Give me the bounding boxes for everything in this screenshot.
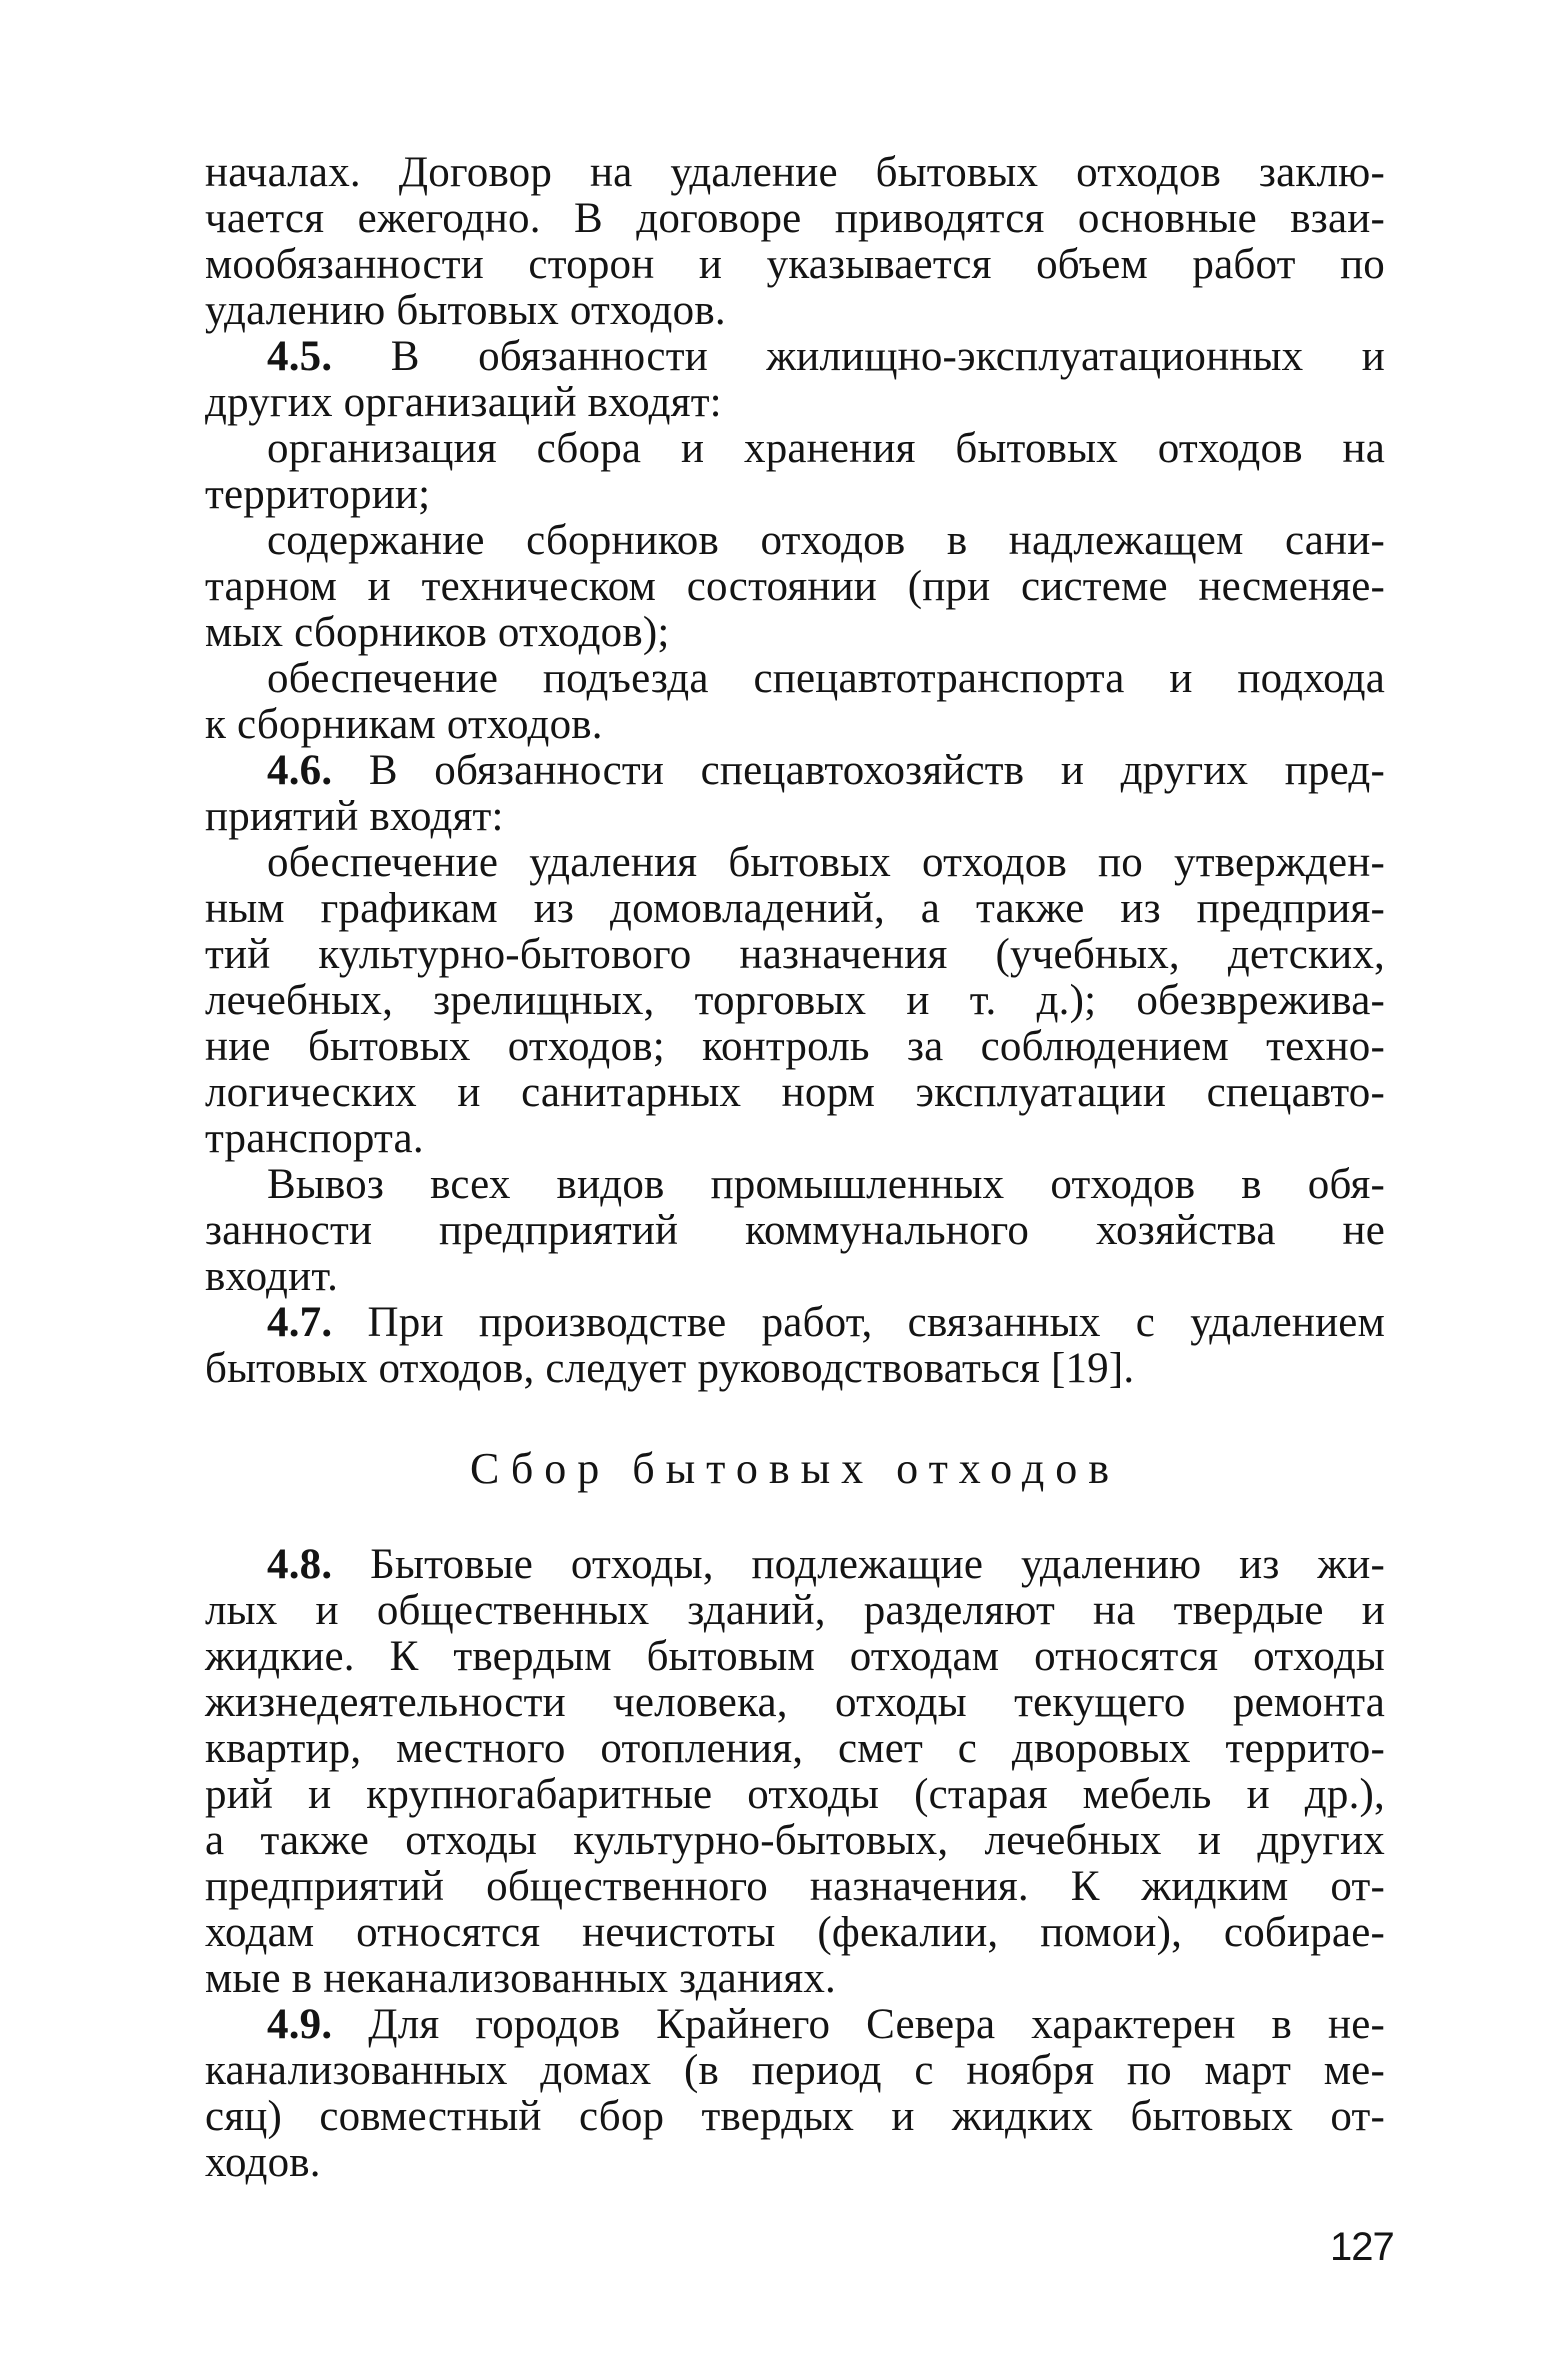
list-item-line: ным графикам из домовладений, а также из предприя-: [205, 885, 1385, 932]
text-line: жидкие. К твердым бытовым отходам относятся отходы: [205, 1633, 1385, 1680]
text-line: Для городов Крайнего Севера характерен в не-: [368, 2001, 1385, 2048]
section-heading: Сбор бытовых отходов: [469, 1444, 1121, 1493]
text-line: канализованных домах (в период с ноября по март ме-: [205, 2047, 1385, 2094]
text-line: мые в неканализованных зданиях.: [205, 1955, 837, 2002]
clause-number: 4.5.: [267, 333, 333, 380]
clause-number: 4.6.: [267, 747, 333, 794]
clause-number: 4.8.: [267, 1541, 333, 1588]
list-item-line: к сборникам отходов.: [205, 701, 603, 748]
text-line: В обязанности жилищно-эксплуатационных и: [390, 333, 1385, 380]
text-line: мообязанности сторон и указывается объем работ по: [205, 241, 1385, 288]
text-line: ходам относятся нечистоты (фекалии, помои), собирае-: [205, 1909, 1385, 1956]
text-line: жизнедеятельности человека, отходы текущего ремонта: [205, 1679, 1385, 1726]
text-line: входит.: [205, 1253, 339, 1300]
text-line: предприятий общественного назначения. К жидким от-: [205, 1863, 1385, 1910]
paragraph-4-9-first-line: [205, 2002, 1385, 2048]
clause-number: 4.9.: [267, 2001, 333, 2048]
page-number: 127: [1330, 2225, 1394, 2269]
text-line: квартир, местного отопления, смет с дворовых террито-: [205, 1725, 1385, 1772]
paragraph-4-5-first-line: [205, 334, 1385, 380]
list-item-line: логических и санитарных норм эксплуатации спецавто-: [205, 1069, 1385, 1116]
text-line: чается ежегодно. В договоре приводятся основные взаи-: [205, 195, 1385, 242]
list-item-line: обеспечение подъезда спецавтотранспорта и подхода: [267, 655, 1385, 702]
list-item-line: ние бытовых отходов; контроль за соблюдением техно-: [205, 1023, 1385, 1070]
text-line: а также отходы культурно-бытовых, лечебных и других: [205, 1817, 1385, 1864]
list-item-line: организация сбора и хранения бытовых отходов на: [267, 425, 1385, 472]
paragraph-4-7-first-line: [205, 1300, 1385, 1346]
list-item-line: лечебных, зрелищных, торговых и т. д.); обезврежива-: [205, 977, 1385, 1024]
list-item-line: тарном и техническом состоянии (при системе несменяе-: [205, 563, 1385, 610]
clause-number: 4.7.: [267, 1299, 333, 1346]
text-line: В обязанности спецавтохозяйств и других пред-: [368, 747, 1385, 794]
text-line: других организаций входят:: [205, 379, 722, 426]
text-line: началах. Договор на удаление бытовых отходов заклю-: [205, 149, 1385, 196]
paragraph-4-6-first-line: [205, 748, 1385, 794]
text-line: Бытовые отходы, подлежащие удалению из жи-: [370, 1541, 1385, 1588]
text-line: При производстве работ, связанных с удалением: [367, 1299, 1386, 1346]
text-line: занности предприятий коммунального хозяйства не: [205, 1207, 1385, 1254]
paragraph-4-8-first-line: [205, 1542, 1385, 1588]
text-line: приятий входят:: [205, 793, 504, 840]
list-item-line: территории;: [205, 471, 431, 518]
text-line: Вывоз всех видов промышленных отходов в обя-: [267, 1161, 1385, 1208]
list-item-line: мых сборников отходов);: [205, 609, 670, 656]
text-line: удалению бытовых отходов.: [205, 287, 726, 334]
list-item-line: содержание сборников отходов в надлежащем сани-: [267, 517, 1385, 564]
text-line: бытовых отходов, следует руководствоваться [19].: [205, 1345, 1135, 1392]
text-line: лых и общественных зданий, разделяют на твердые и: [205, 1587, 1385, 1634]
list-item-line: тий культурно-бытового назначения (учебных, детских,: [205, 931, 1385, 978]
text-line: сяц) совместный сбор твердых и жидких бытовых от-: [205, 2093, 1385, 2140]
page-body: [205, 150, 1385, 2186]
text-line: рий и крупногабаритные отходы (старая мебель и др.),: [205, 1771, 1385, 1818]
text-line: ходов.: [205, 2139, 321, 2186]
list-item-line: обеспечение удаления бытовых отходов по утвержден-: [267, 839, 1385, 886]
list-item-line: транспорта.: [205, 1115, 424, 1162]
